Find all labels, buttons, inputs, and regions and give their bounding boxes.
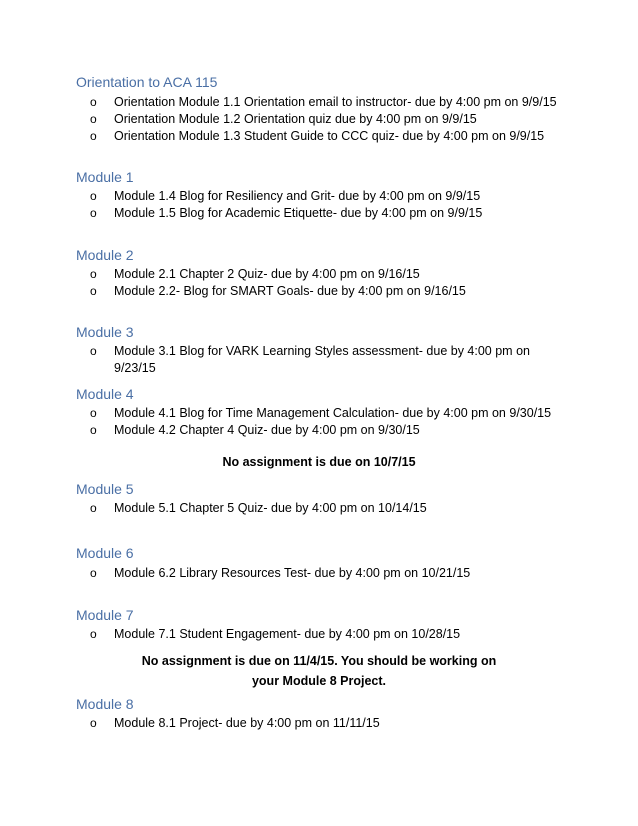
list-item <box>90 405 551 422</box>
notice-line: No assignment is due on 10/7/15 <box>222 455 416 469</box>
list-item-text: Orientation Module 1.2 Orientation quiz due by 4:00 pm on 9/9/15 <box>114 112 477 126</box>
section-heading-module-4: Module 4 <box>76 386 134 402</box>
bullet-icon: o <box>90 627 97 641</box>
list-item-text: Module 4.2 Chapter 4 Quiz- due by 4:00 pm on 9/30/15 <box>114 423 420 437</box>
bullet-icon: o <box>90 406 97 420</box>
bullet-icon: o <box>90 423 97 437</box>
section-heading-orientation: Orientation to ACA 115 <box>76 74 218 90</box>
notice-line: your Module 8 Project. <box>251 674 387 688</box>
list-item <box>90 111 477 128</box>
bullet-icon: o <box>90 206 97 220</box>
list-item <box>90 128 544 145</box>
bullet-icon: o <box>90 189 97 203</box>
list-item-text: Module 2.1 Chapter 2 Quiz- due by 4:00 pm on 9/16/15 <box>114 267 420 281</box>
section-heading-module-2: Module 2 <box>76 247 134 263</box>
section-heading-module-1: Module 1 <box>76 169 134 185</box>
bullet-icon: o <box>90 716 97 730</box>
list-item <box>90 188 480 205</box>
list-item <box>90 94 557 111</box>
bullet-icon: o <box>90 566 97 580</box>
list-item-text: Orientation Module 1.3 Student Guide to CCC quiz- due by 4:00 pm on 9/9/15 <box>114 129 545 143</box>
section-heading-module-3: Module 3 <box>76 324 134 340</box>
list-item-text: Module 7.1 Student Engagement- due by 4:00 pm on 10/28/15 <box>114 627 461 641</box>
notice-line: No assignment is due on 11/4/15. You should be working on <box>141 654 497 668</box>
section-heading-module-5: Module 5 <box>76 481 134 497</box>
list-item <box>90 266 420 283</box>
bullet-icon: o <box>90 501 97 515</box>
list-item <box>90 205 482 222</box>
list-item-text: Module 6.2 Library Resources Test- due by 4:00 pm on 10/21/15 <box>114 566 471 580</box>
list-item <box>90 500 427 517</box>
section-heading-module-7: Module 7 <box>76 607 134 623</box>
list-item <box>90 283 466 300</box>
list-item-text: Orientation Module 1.1 Orientation email to instructor- due by 4:00 pm on 9/9/15 <box>114 95 557 109</box>
bullet-icon: o <box>90 95 97 109</box>
list-item-text: Module 8.1 Project- due by 4:00 pm on 11/11/15 <box>114 716 380 730</box>
bullet-icon: o <box>90 267 97 281</box>
list-item <box>90 626 460 643</box>
list-item <box>90 565 470 582</box>
list-item-text: Module 4.1 Blog for Time Management Calculation- due by 4:00 pm on 9/30/15 <box>114 406 552 420</box>
bullet-icon: o <box>90 112 97 126</box>
list-item-text: Module 5.1 Chapter 5 Quiz- due by 4:00 pm on 10/14/15 <box>114 501 427 515</box>
list-item <box>90 343 550 377</box>
list-item-text: Module 1.4 Blog for Resiliency and Grit- due by 4:00 pm on 9/9/15 <box>114 189 481 203</box>
list-item <box>90 422 420 439</box>
bullet-icon: o <box>90 284 97 298</box>
notice-no-assignment <box>0 452 638 472</box>
list-item-text: Module 3.1 Blog for VARK Learning Styles assessment- due by 4:00 pm on 9/23/15 <box>114 344 530 375</box>
list-item-text: Module 1.5 Blog for Academic Etiquette- due by 4:00 pm on 9/9/15 <box>114 206 483 220</box>
list-item <box>90 715 380 732</box>
section-heading-module-8: Module 8 <box>76 696 134 712</box>
section-heading-module-6: Module 6 <box>76 545 134 561</box>
notice-module-8-project <box>0 651 638 691</box>
bullet-icon: o <box>90 344 97 358</box>
list-item-text: Module 2.2- Blog for SMART Goals- due by 4:00 pm on 9/16/15 <box>114 284 466 298</box>
bullet-icon: o <box>90 129 97 143</box>
